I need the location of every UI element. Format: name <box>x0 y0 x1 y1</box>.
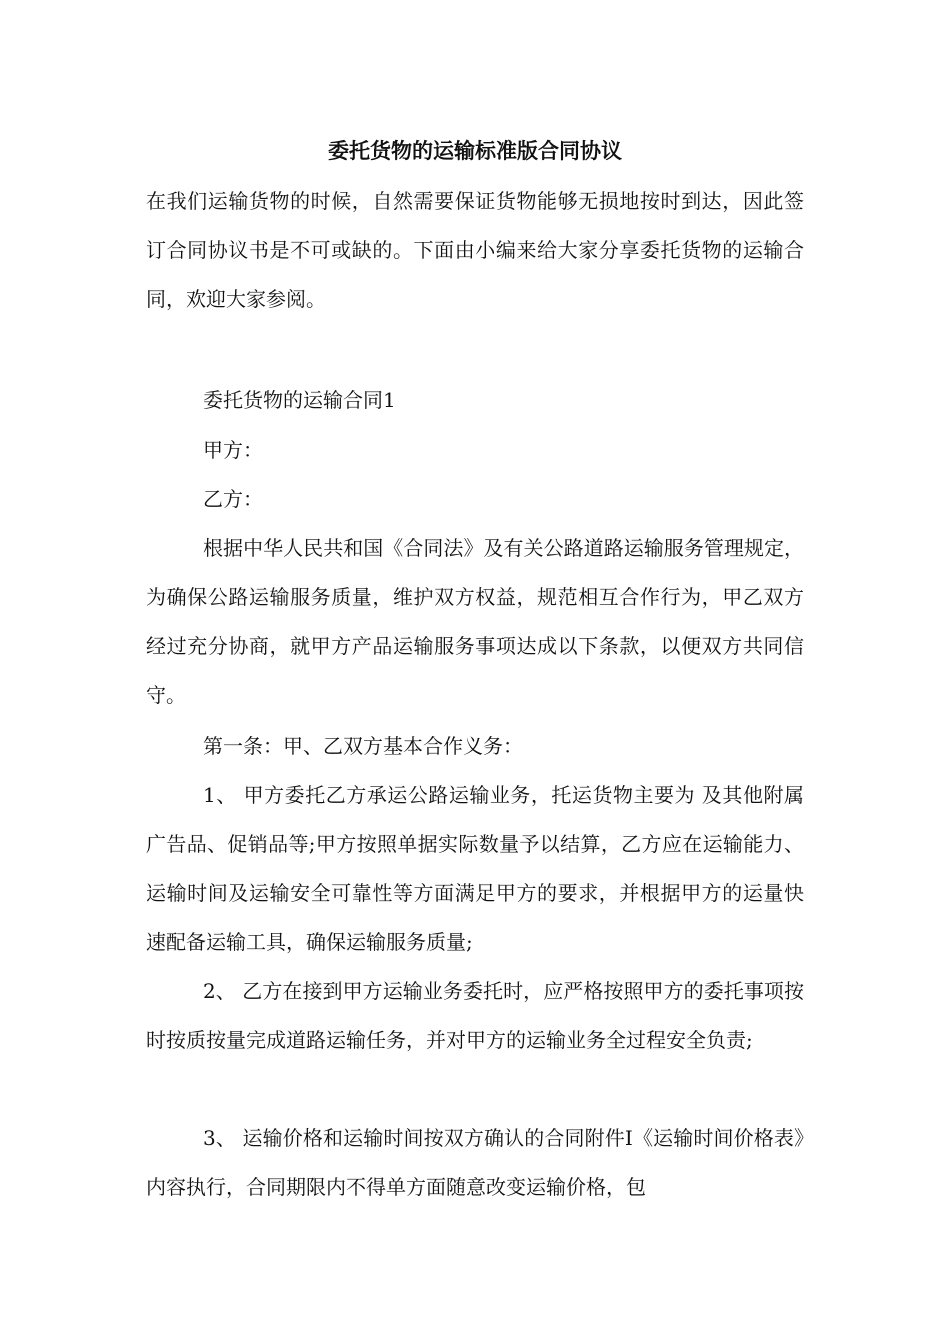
document-title: 委托货物的运输标准版合同协议 <box>328 139 622 163</box>
preamble-paragraph: 根据中华人民共和国《合同法》及有关公路道路运输服务管理规定，为确保公路运输服务质量，维护双方权益，规范相互合作行为，甲乙双方经过充分协商，就甲方产品运输服务事项达成以下条款，以便双方共同信守。 <box>146 536 804 707</box>
article-1-heading: 第一条：甲、乙双方基本合作义务： <box>203 734 523 758</box>
contract-heading: 委托货物的运输合同1 <box>203 388 396 412</box>
party-b-label: 乙方： <box>203 487 263 511</box>
clause-3-paragraph: 3、 运输价格和运输时间按双方确认的合同附件I《运输时间价格表》内容执行，合同期限内不得单方面随意改变运输价格，包 <box>146 1126 804 1199</box>
clause-2-paragraph: 2、 乙方在接到甲方运输业务委托时，应严格按照甲方的委托事项按时按质按量完成道路运输任务，并对甲方的运输业务全过程安全负责; <box>146 979 804 1052</box>
intro-paragraph: 在我们运输货物的时候，自然需要保证货物能够无损地按时到达，因此签订合同协议书是不可或缺的。下面由小编来给大家分享委托货物的运输合同，欢迎大家参阅。 <box>146 189 804 311</box>
party-a-label: 甲方： <box>203 438 263 462</box>
clause-1-paragraph: 1、 甲方委托乙方承运公路运输业务，托运货物主要为 及其他附属广告品、促销品等;甲方按照单据实际数量予以结算，乙方应在运输能力、运输时间及运输安全可靠性等方面满足甲方的要求，并根据甲方的运量快速配备运输工具，确保运输服务质量; <box>146 783 804 954</box>
